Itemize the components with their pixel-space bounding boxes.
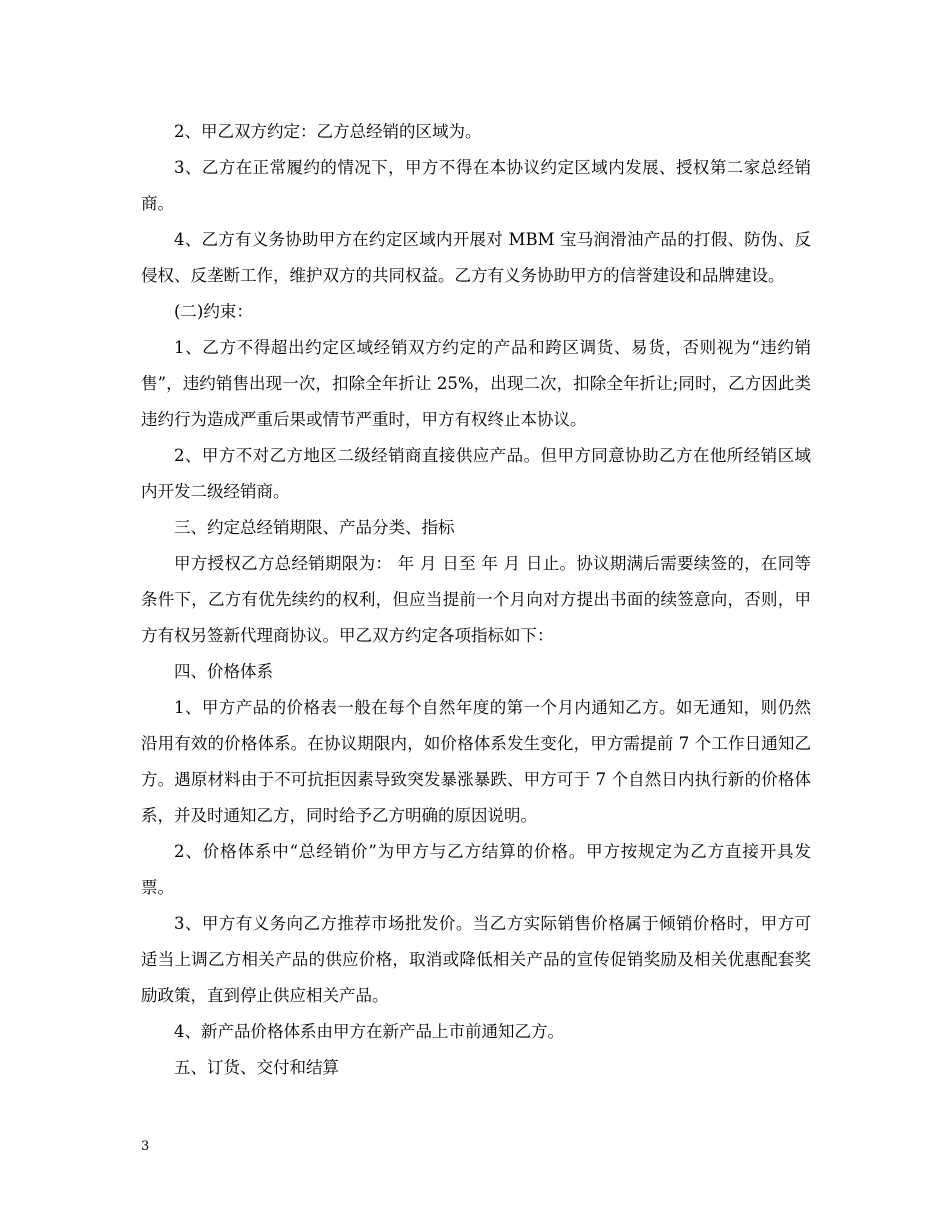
- section-heading: (二)约束：: [174, 302, 253, 321]
- paragraph: 3、乙方在正常履约的情况下，甲方不得在本协议约定区域内发展、授权第二家总经销商。: [141, 158, 811, 213]
- paragraph: 4、新产品价格体系由甲方在新产品上市前通知乙方。: [174, 1022, 564, 1041]
- paragraph: 2、甲乙双方约定：乙方总经销的区域为。: [174, 122, 482, 141]
- paragraph: 2、价格体系中“总经销价”为甲方与乙方结算的价格。甲方按规定为乙方直接开具发票。: [141, 842, 811, 897]
- document-body: [141, 114, 811, 1086]
- section-heading: 五、订货、交付和结算: [174, 1058, 339, 1077]
- page-number: 3: [141, 1139, 150, 1154]
- paragraph: 3、甲方有义务向乙方推荐市场批发价。当乙方实际销售价格属于倾销价格时，甲方可适当上调乙方相关产品的供应价格，取消或降低相关产品的宣传促销奖励及相关优惠配套奖励政策，直到停止供应相关产品。: [141, 914, 811, 1005]
- paragraph: 1、乙方不得超出约定区域经销双方约定的产品和跨区调货、易货，否则视为“违约销售”，违约销售出现一次，扣除全年折让 25%，出现二次，扣除全年折让;同时，乙方因此类违约行为造成严重后果或情节严重时，甲方有权终止本协议。: [141, 338, 811, 429]
- section-heading: 四、价格体系: [174, 662, 273, 681]
- paragraph: 2、甲方不对乙方地区二级经销商直接供应产品。但甲方同意协助乙方在他所经销区域内开发二级经销商。: [141, 446, 811, 501]
- paragraph: 甲方授权乙方总经销期限为： 年 月 日至 年 月 日止。协议期满后需要续签的，在同等条件下，乙方有优先续约的权利，但应当提前一个月向对方提出书面的续签意向，否则，甲方有权另签新代理商协议。甲乙双方约定各项指标如下：: [141, 554, 811, 645]
- paragraph: 4、乙方有义务协助甲方在约定区域内开展对 MBM 宝马润滑油产品的打假、防伪、反侵权、反垄断工作，维护双方的共同权益。乙方有义务协助甲方的信誉建设和品牌建设。: [141, 230, 811, 285]
- section-heading: 三、约定总经销期限、产品分类、指标: [174, 518, 455, 537]
- paragraph: 1、甲方产品的价格表一般在每个自然年度的第一个月内通知乙方。如无通知，则仍然沿用有效的价格体系。在协议期限内，如价格体系发生变化，甲方需提前 7 个工作日通知乙方。遇原材料由于不可抗拒因素导致突发暴涨暴跌、甲方可于 7 个自然日内执行新的价格体系，并及时通知乙方，同时给予乙方明确的原因说明。: [141, 698, 811, 825]
